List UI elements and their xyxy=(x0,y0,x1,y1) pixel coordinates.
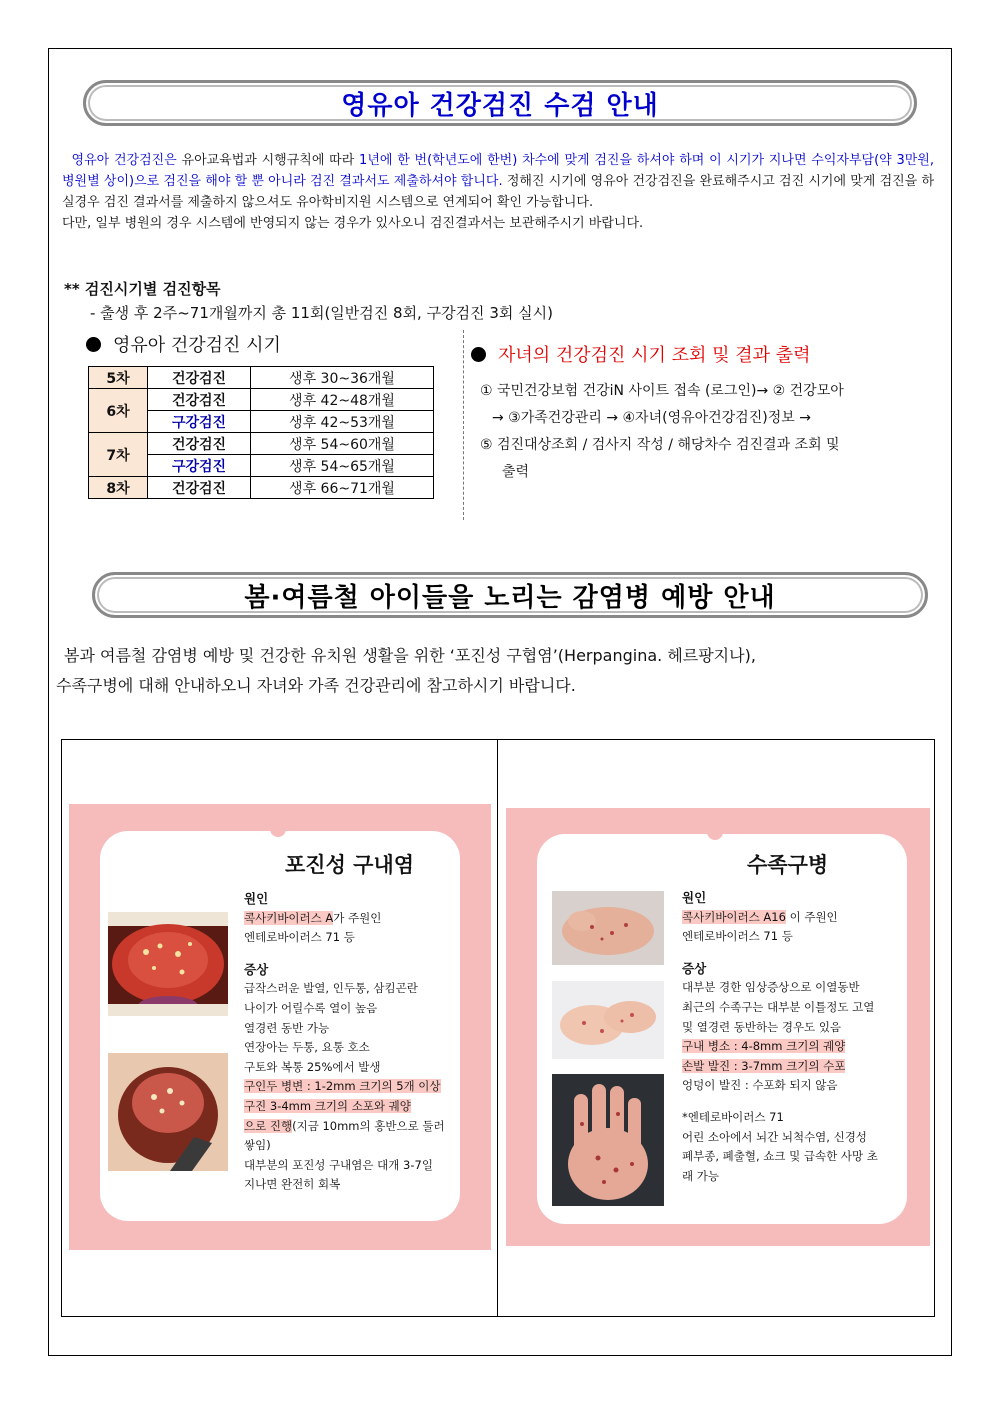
round-cell: 8차 xyxy=(89,477,148,499)
symptom-line: 엉덩이 발진 : 수포화 되지 않음 xyxy=(682,1078,838,1093)
hfmd-card-inner xyxy=(537,834,907,1224)
lookup-heading xyxy=(471,341,811,367)
lookup-step-line: → ③가족건강관리 → ④자녀(영유아건강검진)정보 → xyxy=(492,410,811,426)
spacer xyxy=(244,948,445,960)
type-cell: 구강검진 xyxy=(148,455,251,477)
cause-line: 엔테로바이러스 71 등 xyxy=(244,930,355,945)
infection-title-banner xyxy=(92,572,928,618)
symptom-line xyxy=(244,1077,445,1097)
round-cell: 6차 xyxy=(89,389,148,433)
symptom-line: 지나면 완전히 회복 xyxy=(244,1177,341,1192)
lookup-heading-text: 자녀의 건강검진 시기 조회 및 결과 출력 xyxy=(498,345,811,366)
schedule-table xyxy=(88,366,434,499)
table-row xyxy=(89,433,434,455)
intro-text-1: 유아교육법과 시행규칙에 따라 xyxy=(176,153,360,168)
checkup-title: 영유아 건강검진 수검 안내 xyxy=(341,90,659,121)
symptom-line xyxy=(682,1057,878,1077)
intro-text-2: 정해진 시기에 영유아 건강검진을 완료해주시고 검진 시기에 맞게 검진을 하실경우 검진 결과서를 제출하지 않으셔도 유아학비지원 시스템으로 연계되어 확인 가능합니다. xyxy=(62,174,935,210)
intro-paragraph-1 xyxy=(62,150,934,213)
cause-tail: 가 주원인 xyxy=(333,910,382,925)
symptom-line: 쌓임) xyxy=(244,1138,271,1153)
foot-rash-photo xyxy=(552,981,664,1059)
cause-heading: 원인 xyxy=(682,890,707,905)
symptom-line: 최근의 수족구는 대부분 이틀정도 고열 xyxy=(682,999,875,1014)
spacer xyxy=(682,1096,878,1108)
symptom-highlight: 구내 병소 : 4-8mm 크기의 궤양 xyxy=(682,1039,846,1054)
round-cell: 7차 xyxy=(89,433,148,477)
intro-highlight-2: 1년에 한 번(학년도에 한번) 차수에 맞게 검진을 하셔야 하며 이 시기가 지나면 수익자부담(약 3만원, 병원별 상이)으로 검진을 해야 할 뿐 아니라 검진 결과서도 제출하셔야 합니다. xyxy=(62,153,934,189)
symptom-line: 대부분의 포진성 구내염은 대개 3-7일 xyxy=(244,1157,433,1172)
disease-table-divider xyxy=(497,739,498,1317)
hfmd-title: 수족구병 xyxy=(747,853,829,877)
symptom-line: 연장아는 두통, 요통 호소 xyxy=(244,1040,370,1055)
herpangina-card-inner xyxy=(100,831,460,1221)
symptom-highlight: 구진 3-4mm 크기의 소포와 궤양 xyxy=(244,1098,411,1113)
intro-highlight-1: 영유아 건강검진은 xyxy=(71,153,177,168)
cause-highlight: 콕사키바이러스 A xyxy=(244,910,334,925)
type-cell: 건강검진 xyxy=(148,367,251,389)
symptom-line: 대부분 경한 임상증상으로 이열동반 xyxy=(682,980,860,995)
symptom-line: 나이가 어릴수록 열이 높음 xyxy=(244,1000,378,1015)
cause-line xyxy=(244,909,445,929)
symptom-heading: 증상 xyxy=(244,961,269,977)
lookup-step-line: 출력 xyxy=(502,464,530,480)
card-notch xyxy=(707,828,723,840)
age-cell: 생후 42~48개월 xyxy=(251,389,434,411)
mouth-lesion-photo-2 xyxy=(108,1053,228,1171)
symptom-line: 및 열경련 동반하는 경우도 있음 xyxy=(682,1019,842,1034)
lookup-step-line: ⑤ 검진대상조회 / 검사지 작성 / 해당차수 검진결과 조회 및 xyxy=(480,437,840,453)
type-cell: 구강검진 xyxy=(148,411,251,433)
cause-heading: 원인 xyxy=(244,891,269,906)
schedule-heading-text: 영유아 건강검진 시기 xyxy=(113,335,281,356)
checkup-title-banner xyxy=(83,80,917,126)
schedule-heading xyxy=(86,331,281,357)
herpangina-card xyxy=(69,804,491,1250)
table-row xyxy=(89,367,434,389)
note-line: 래 가능 xyxy=(682,1168,719,1183)
symptom-highlight: 손발 발진 : 3-7mm 크기의 수포 xyxy=(682,1058,846,1073)
bullet-dot-icon xyxy=(471,347,486,362)
infection-notice xyxy=(56,641,936,701)
note-line: *엔테로바이러스 71 xyxy=(682,1109,784,1124)
note-line: 폐부종, 폐출혈, 쇼크 및 급속한 사망 초 xyxy=(682,1149,878,1164)
card-notch xyxy=(270,825,286,837)
type-cell: 건강검진 xyxy=(148,389,251,411)
column-divider xyxy=(463,330,464,520)
notice-line: 수족구병에 대해 안내하오니 자녀와 가족 건강관리에 참고하시기 바랍니다. xyxy=(56,676,576,695)
bullet-dot-icon xyxy=(86,337,101,352)
cause-line: 엔테로바이러스 71 등 xyxy=(682,929,793,944)
herpangina-text xyxy=(244,889,445,1195)
symptom-tail: (지금 10mm의 홍반으로 둘러 xyxy=(292,1118,445,1133)
symptom-line: 열경련 동반 가능 xyxy=(244,1020,330,1035)
intro-paragraph-2: 다만, 일부 병원의 경우 시스템에 반영되지 않는 경우가 있사오니 검진결과서는 보관해주시기 바랍니다. xyxy=(62,216,644,231)
symptom-line: 급작스러운 발열, 인두통, 삼킴곤란 xyxy=(244,981,418,996)
round-cell: 5차 xyxy=(89,367,148,389)
symptom-line xyxy=(244,1117,445,1137)
herpangina-title: 포진성 구내염 xyxy=(285,853,415,877)
cause-tail: 이 주원인 xyxy=(785,909,838,924)
lookup-steps xyxy=(480,378,920,486)
palm-rash-photo xyxy=(552,1074,664,1206)
cause-line xyxy=(682,908,878,928)
age-cell: 생후 42~53개월 xyxy=(251,411,434,433)
table-row xyxy=(89,477,434,499)
age-cell: 생후 66~71개월 xyxy=(251,477,434,499)
items-subtitle: - 출생 후 2주~71개월까지 총 11회(일반검진 8회, 구강검진 3회 실시) xyxy=(90,304,553,322)
items-title: ** 검진시기별 검진항목 xyxy=(64,280,221,298)
age-cell: 생후 54~60개월 xyxy=(251,433,434,455)
cause-highlight: 콕사키바이러스 A16 xyxy=(682,909,786,924)
hand-rash-photo xyxy=(552,891,664,965)
spacer xyxy=(682,947,878,959)
checkup-intro xyxy=(62,150,934,234)
symptom-line xyxy=(682,1037,878,1057)
hfmd-text xyxy=(682,888,878,1186)
symptom-highlight: 으로 진행 xyxy=(244,1118,293,1133)
type-cell: 건강검진 xyxy=(148,433,251,455)
type-cell: 건강검진 xyxy=(148,477,251,499)
hfmd-card xyxy=(506,808,930,1246)
symptom-highlight: 구인두 병변 : 1-2mm 크기의 5개 이상 xyxy=(244,1079,441,1094)
symptom-line: 구토와 복통 25%에서 발생 xyxy=(244,1059,381,1074)
symptom-heading: 증상 xyxy=(682,960,707,976)
notice-line: 봄과 여름철 감염병 예방 및 건강한 유치원 생활을 위한 ‘포진성 구협염’(Herpangina. 헤르팡지나), xyxy=(64,646,756,665)
mouth-lesion-photo-1 xyxy=(108,912,228,1016)
symptom-line xyxy=(244,1097,445,1117)
note-line: 어린 소아에서 뇌간 뇌척수염, 신경성 xyxy=(682,1129,867,1144)
age-cell: 생후 30~36개월 xyxy=(251,367,434,389)
infection-title: 봄·여름철 아이들을 노리는 감염병 예방 안내 xyxy=(244,582,776,613)
age-cell: 생후 54~65개월 xyxy=(251,455,434,477)
table-row xyxy=(89,389,434,411)
lookup-step-line: ① 국민건강보험 건강iN 사이트 접속 (로그인)→ ② 건강모아 xyxy=(480,383,844,399)
